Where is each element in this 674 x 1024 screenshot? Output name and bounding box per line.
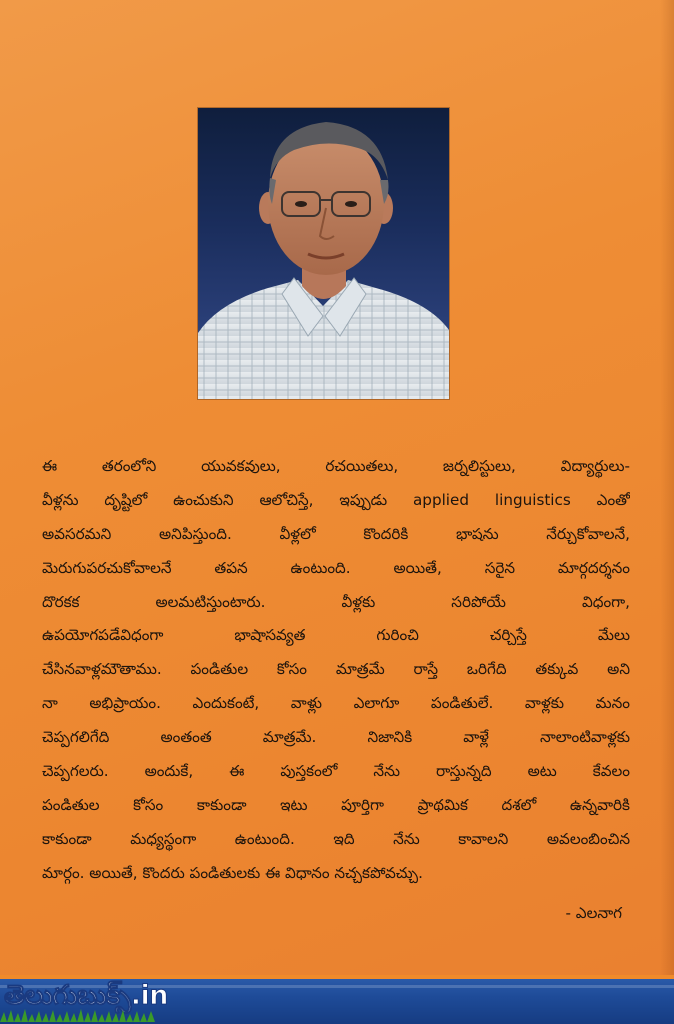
author-photo	[198, 108, 449, 399]
blurb-line: కాకుండా మధ్యస్థంగా ఉంటుంది. ఇది నేను కావాలని అవలంబించిన	[42, 829, 630, 848]
watermark-text: తెలుగుబుక్స్.in	[4, 980, 168, 1011]
author-portrait-icon	[198, 108, 449, 399]
blurb-line: దొరకక అలమటిస్తుంటారు. వీళ్లకు సరిపోయే విధంగా,	[42, 592, 630, 611]
blurb-line: చేసినవాళ్లమౌతాము. పండితుల కోసం మాత్రమే రాస్తే ఒరిగేది తక్కువ అని	[42, 660, 630, 679]
page-edge-shadow	[660, 0, 674, 975]
blurb-line: మార్గం. అయితే, కొందరు పండితులకు ఈ విధానం నచ్చకపోవచ్చు.	[42, 863, 423, 882]
author-signature: - ఎలనాగ	[565, 904, 622, 922]
blurb-line: మెరుగుపరచుకోవాలనే తపన ఉంటుంది. అయితే, సరైన మార్గదర్శనం	[42, 558, 630, 577]
blurb-line: అవసరమని అనిపిస్తుంది. వీళ్లలో కొందరికి భాషను నేర్చుకోవాలనే,	[42, 524, 630, 543]
grass-icon	[0, 1008, 155, 1022]
blurb-line: ఉపయోగపడేవిధంగా భాషాసవ్యత గురించి చర్చిస్తే మేలు	[42, 626, 630, 645]
book-blurb	[42, 450, 630, 891]
blurb-line: వీళ్లను దృష్టిలో ఉంచుకుని ఆలోచిస్తే, ఇప్పుడు applied linguistics ఎంతో	[42, 490, 630, 509]
blurb-line: నా అభిప్రాయం. ఎందుకంటే, వాళ్లు ఎలాగూ పండితులే. వాళ్లకు మనం	[42, 694, 630, 713]
blurb-line: చెప్పగలిగేది అంతంత మాత్రమే. నిజానికి వాళ్లే నాలాంటివాళ్లకు	[42, 728, 630, 747]
blurb-line: ఈ తరంలోని యువకవులు, రచయితలు, జర్నలిస్టులు, విద్యార్థులు-	[42, 457, 630, 475]
blurb-line: చెప్పగలరు. అందుకే, ఈ పుస్తకంలో నేను రాస్తున్నది అటు కేవలం	[42, 762, 630, 781]
blurb-line: పండితుల కోసం కాకుండా ఇటు పూర్తిగా ప్రాథమిక దశలో ఉన్నవారికి	[42, 795, 630, 814]
